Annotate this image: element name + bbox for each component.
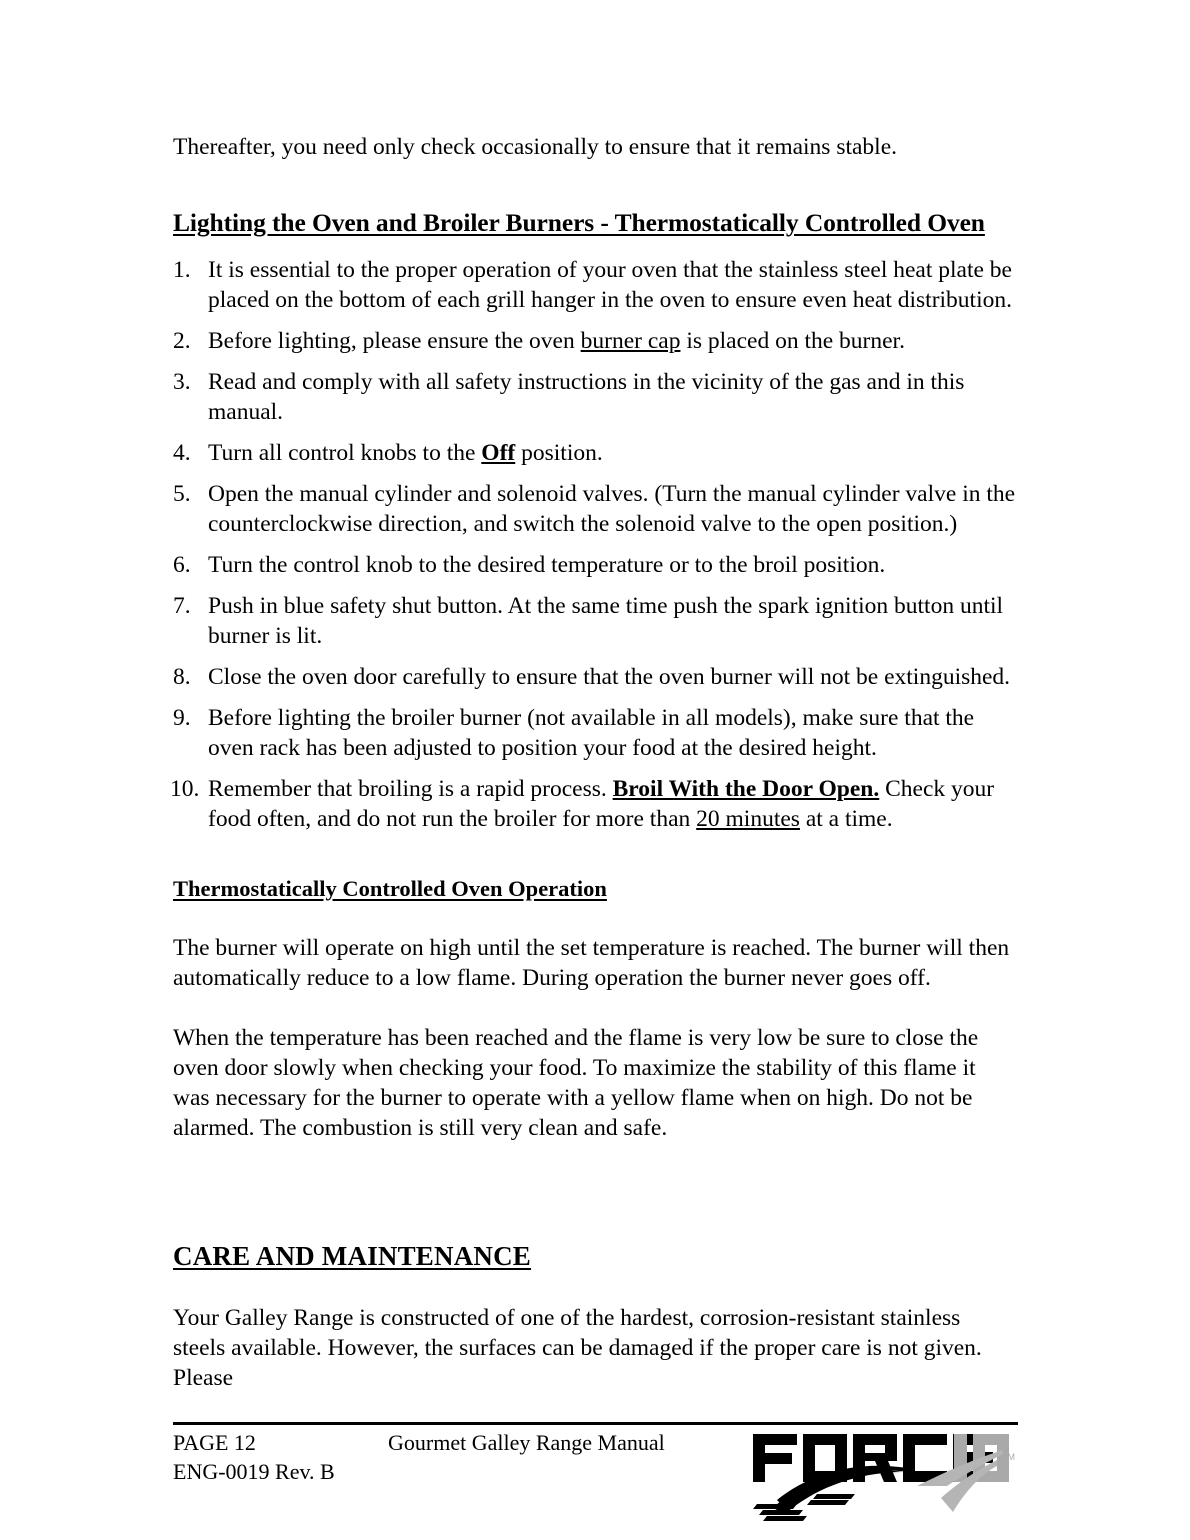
operation-paragraph-1: The burner will operate on high until the set temperature is reached. The burner will then automatically reduce to a low flame. During operation the burner never goes off. bbox=[173, 935, 1010, 991]
spacer bbox=[173, 993, 1018, 1023]
list-marker: 7. bbox=[173, 593, 191, 619]
lighting-steps-list bbox=[170, 255, 1018, 834]
list-marker: 8. bbox=[173, 664, 191, 690]
spacer bbox=[173, 845, 1018, 875]
main-section-heading: Lighting the Oven and Broiler Burners - Thermostatically Controlled Oven bbox=[173, 208, 985, 237]
list-item bbox=[173, 326, 1018, 356]
care-paragraph: Your Galley Range is constructed of one of the hardest, corrosion-resistant stainless steels available. However, the surfaces can be damaged if the proper care is not given. Please bbox=[173, 1305, 982, 1391]
list-marker: 4. bbox=[173, 440, 191, 466]
list-item-text: Open the manual cylinder and solenoid valves. (Turn the manual cylinder valve in the counterclockwise direction, and switch the solenoid valve to the open position.) bbox=[208, 481, 1016, 537]
list-item-emphasis: burner cap bbox=[580, 328, 681, 354]
operation-paragraph-2: When the temperature has been reached and the flame is very low be sure to close the oven door slowly when checking your food. To maximize the stability of this flame it was necessary for the burner to operate with a yellow flame when on high. Do not be alarmed. The combustion is still very clean and safe. bbox=[173, 1025, 979, 1141]
list-item-emphasis-secondary: 20 minutes bbox=[696, 806, 800, 832]
list-item bbox=[170, 774, 1018, 834]
list-item bbox=[173, 591, 1018, 651]
list-marker: 6. bbox=[173, 552, 191, 578]
list-item-text: Push in blue safety shut button. At the same time push the spark ignition button until burner is lit. bbox=[208, 593, 1004, 649]
list-item-text-after: at a time. bbox=[799, 806, 893, 832]
list-item-text: Before lighting the broiler burner (not available in all models), make sure that the oven rack has been adjusted to position your food at the desired height. bbox=[208, 705, 975, 761]
list-item-text: Turn the control knob to the desired temperature or to the broil position. bbox=[208, 552, 886, 578]
list-marker: 5. bbox=[173, 481, 191, 507]
care-and-maintenance-heading: CARE AND MAINTENANCE bbox=[173, 1241, 532, 1271]
force-10-logo bbox=[751, 1424, 1019, 1524]
spacer bbox=[173, 1273, 1018, 1303]
list-item-text-before: Before lighting, please ensure the oven bbox=[208, 328, 581, 354]
spacer bbox=[173, 1143, 1018, 1239]
list-item-text: It is essential to the proper operation of your oven that the stainless steel heat plate be placed on the bottom of each grill hanger in the oven to ensure even heat distribution. bbox=[208, 257, 1012, 313]
page-content bbox=[170, 132, 1018, 1393]
page-footer bbox=[173, 1428, 1018, 1528]
footer-manual-title: Gourmet Galley Range Manual bbox=[388, 1430, 665, 1455]
list-item bbox=[173, 703, 1018, 763]
list-item-text-before: Turn all control knobs to the bbox=[208, 440, 482, 466]
list-marker: 3. bbox=[173, 369, 191, 395]
list-item-text-middle: Check your food often, and do not run the broiler for more than bbox=[208, 776, 995, 832]
list-marker: 2. bbox=[173, 328, 191, 354]
list-item bbox=[173, 367, 1018, 427]
spacer bbox=[173, 903, 1018, 933]
list-item bbox=[173, 662, 1018, 692]
list-item-emphasis: Off bbox=[481, 440, 516, 466]
operation-sub-heading: Thermostatically Controlled Oven Operation bbox=[173, 876, 607, 901]
list-item-text: Read and comply with all safety instructions in the vicinity of the gas and in this manual. bbox=[208, 369, 965, 425]
list-item-text: Close the oven door carefully to ensure that the oven burner will not be extinguished. bbox=[208, 664, 1011, 690]
list-item bbox=[173, 438, 1018, 468]
list-marker: 10. bbox=[170, 776, 200, 802]
list-marker: 9. bbox=[173, 705, 191, 731]
list-item-text-after: is placed on the burner. bbox=[680, 328, 905, 354]
list-item-text-before: Remember that broiling is a rapid process. bbox=[208, 776, 613, 802]
list-item-text-after: position. bbox=[515, 440, 603, 466]
spacer bbox=[173, 239, 1018, 255]
footer-doc-code: ENG-0019 Rev. B bbox=[173, 1459, 335, 1484]
list-item-emphasis: Broil With the Door Open. bbox=[612, 776, 880, 802]
intro-paragraph: Thereafter, you need only check occasionally to ensure that it remains stable. bbox=[173, 134, 898, 160]
footer-page-label: PAGE 12 bbox=[173, 1430, 256, 1455]
spacer bbox=[173, 162, 1018, 206]
list-marker: 1. bbox=[173, 257, 191, 283]
list-item bbox=[173, 550, 1018, 580]
logo-trademark-mark: TM bbox=[1002, 1452, 1015, 1462]
list-item bbox=[173, 255, 1018, 315]
list-item bbox=[173, 479, 1018, 539]
footer-left-block bbox=[173, 1428, 335, 1486]
